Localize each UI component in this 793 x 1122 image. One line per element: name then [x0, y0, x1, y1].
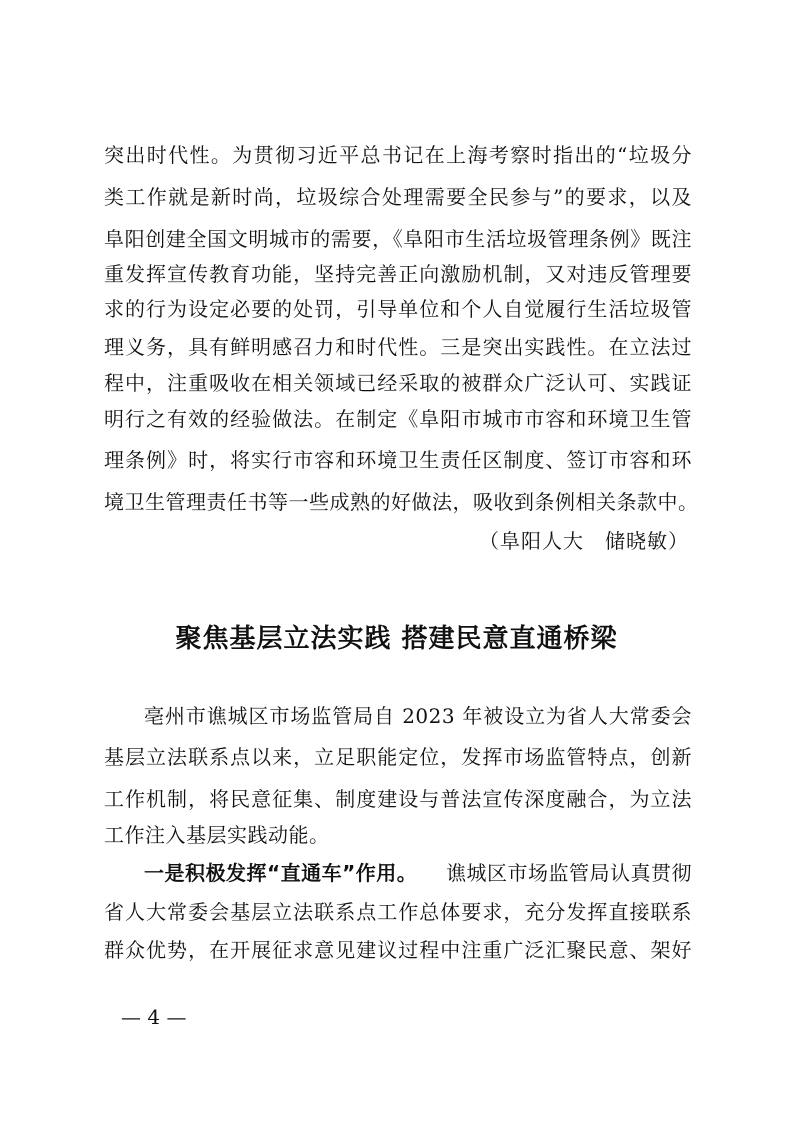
body-text-line: 工作注入基层实践动能。 — [104, 823, 330, 847]
body-text-line: 程中，注重吸收在相关领域已经采取的被群众广泛认可、实践证 — [104, 371, 692, 395]
body-text-line: 省人大常委会基层立法联系点工作总体要求，充分发挥直接联系 — [104, 900, 692, 924]
body-text-line: 类工作就是新时尚，垃圾综合处理需要全民参与”的要求，以及 — [104, 185, 692, 209]
body-text-fragment: 谯城区市场监管局认真贯彻 — [446, 861, 692, 885]
body-text-line: 工作机制，将民意征集、制度建设与普法宣传深度融合，为立法 — [104, 787, 692, 811]
body-text-line: 重发挥宣传教育功能，坚持完善正向激励机制，又对违反管理要 — [104, 262, 692, 286]
article-title: 聚焦基层立法实践 搭建民意直通桥梁 — [175, 624, 618, 654]
author-signature: （阜阳人大 储晓敏） — [479, 529, 689, 553]
body-text-line: 境卫生管理责任书等一些成熟的好做法，吸收到条例相关条款中。 — [104, 490, 699, 514]
body-text-line: 阜阳创建全国文明城市的需要，《阜阳市生活垃圾管理条例》既注 — [104, 227, 692, 251]
body-text-line: 突出时代性。为贯彻习近平总书记在上海考察时指出的“垃圾分 — [104, 143, 692, 167]
body-text-line: 亳州市谯城区市场监管局自 2023 年被设立为省人大常委会 — [144, 704, 692, 728]
body-text-line: 明行之有效的经验做法。在制定《阜阳市城市市容和环境卫生管 — [104, 407, 692, 431]
body-text-line: 求的行为设定必要的处罚，引导单位和个人自觉履行生活垃圾管 — [104, 297, 692, 321]
body-text-line: 基层立法联系点以来，立足职能定位，发挥市场监管特点，创新 — [104, 745, 692, 769]
paragraph-lead-line — [144, 860, 692, 886]
page-number: — 4 — — [121, 1005, 187, 1029]
body-text-line: 群众优势，在开展征求意见建议过程中注重广泛汇聚民意、架好 — [104, 938, 692, 962]
body-text-line: 理义务，具有鲜明感召力和时代性。三是突出实践性。在立法过 — [104, 335, 692, 359]
paragraph-lead-heading: 一是积极发挥“直通车”作用。 — [144, 861, 418, 885]
body-text-line: 理条例》时，将实行市容和环境卫生责任区制度、签订市容和环 — [104, 448, 692, 472]
